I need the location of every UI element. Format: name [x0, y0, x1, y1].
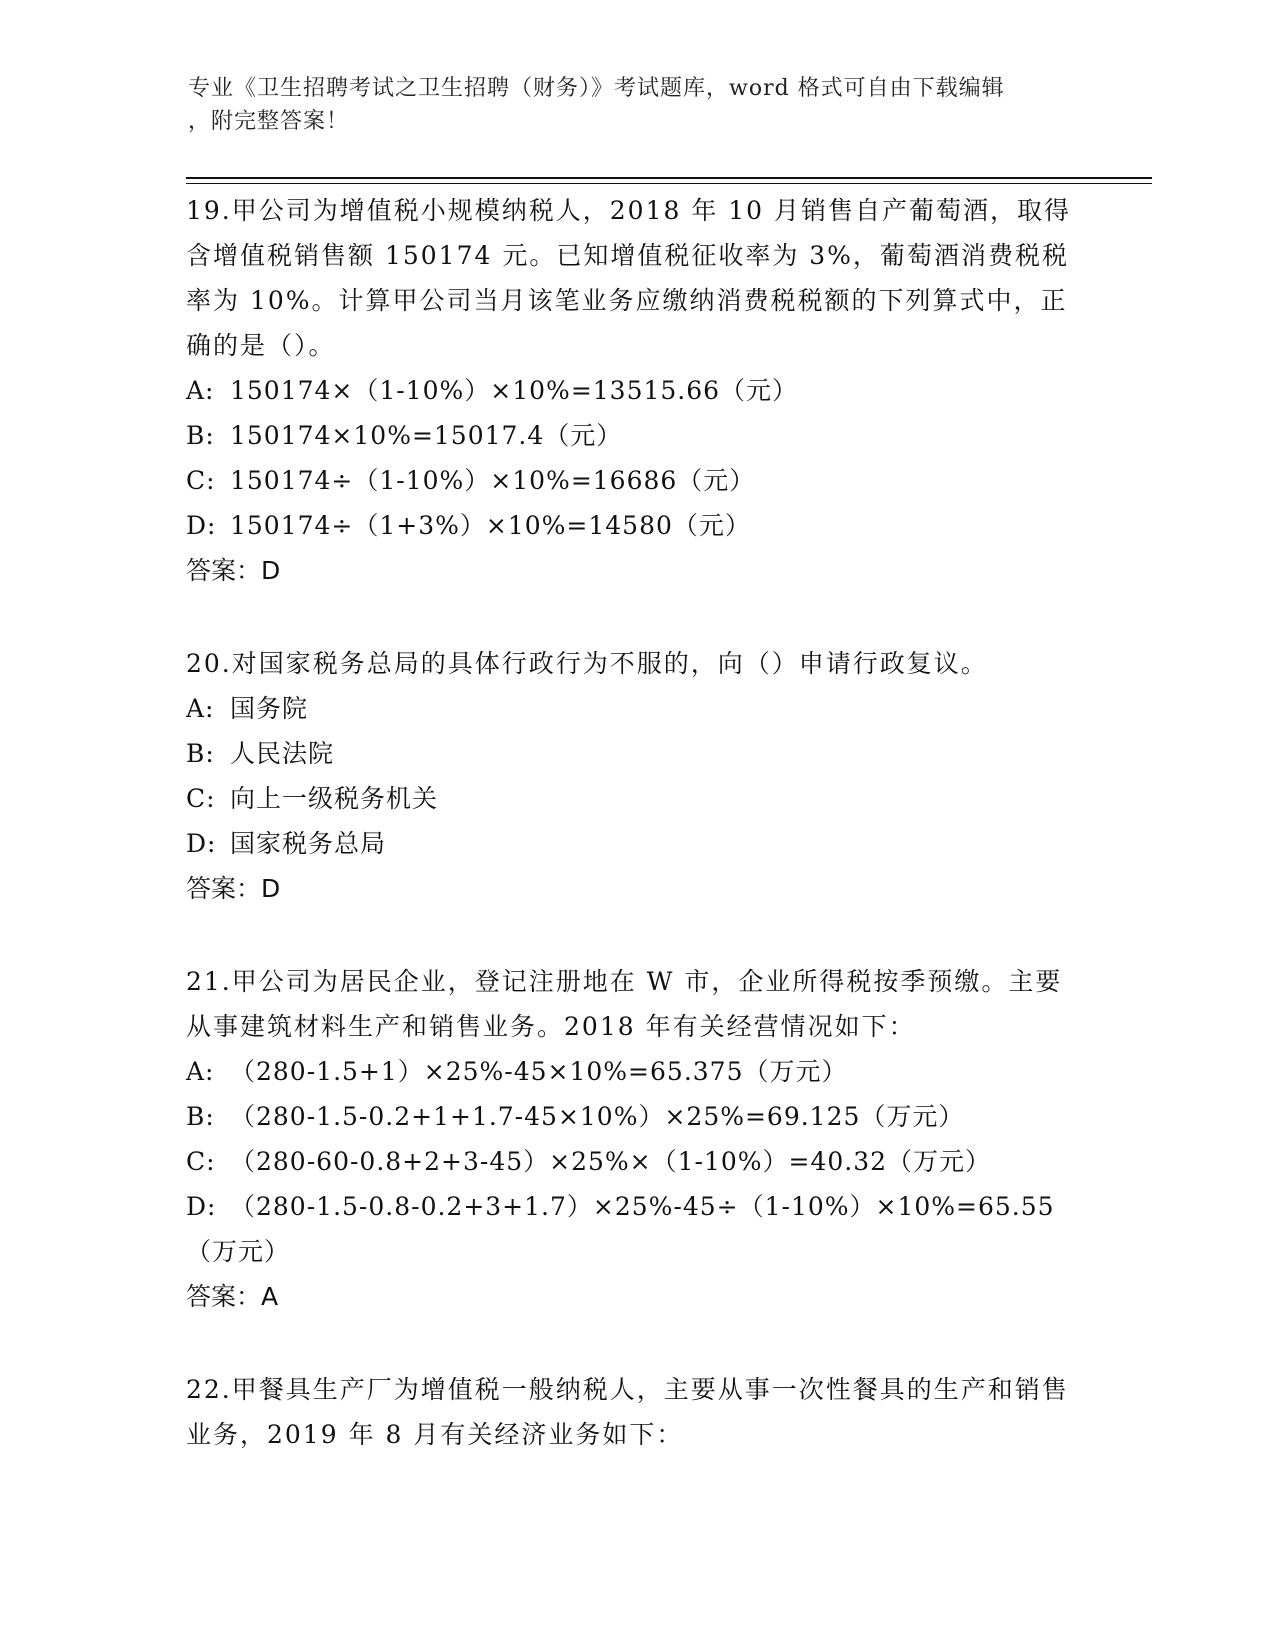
- option-c: [186, 776, 1086, 821]
- option-letter: D:: [186, 1192, 217, 1221]
- option-text: （280-1.5-0.8-0.2+3+1.7）×25%-45÷（1-10%）×10%=65.55（万元）: [186, 1192, 1055, 1266]
- option-letter: A:: [186, 1057, 215, 1086]
- option-letter: C:: [186, 1147, 216, 1176]
- question-stem: 22.甲餐具生产厂为增值税一般纳税人，主要从事一次性餐具的生产和销售业务，2019 年 8 月有关经济业务如下：: [186, 1375, 1069, 1449]
- option-text: 150174×（1-10%）×10%=13515.66（元）: [230, 376, 799, 405]
- option-a: [186, 368, 1086, 413]
- option-d: [186, 1184, 1086, 1274]
- option-letter: D:: [186, 829, 217, 858]
- option-letter: B:: [186, 421, 215, 450]
- question-list: [186, 188, 1086, 1505]
- question-22: [186, 1367, 1086, 1457]
- option-text: （280-1.5+1）×25%-45×10%=65.375（万元）: [230, 1057, 848, 1086]
- option-letter: C:: [186, 784, 216, 813]
- option-letter: A:: [186, 694, 215, 723]
- option-letter: A:: [186, 376, 215, 405]
- option-b: [186, 1094, 1086, 1139]
- option-d: [186, 503, 1086, 548]
- option-a: [186, 1049, 1086, 1094]
- header-line-2: ，附完整答案！: [188, 109, 350, 134]
- answer: 答案：D: [186, 874, 281, 903]
- question-20: [186, 641, 1086, 911]
- option-letter: C:: [186, 466, 216, 495]
- answer: 答案：A: [186, 1282, 279, 1311]
- question-21: [186, 959, 1086, 1319]
- option-text: （280-1.5-0.2+1+1.7-45×10%）×25%=69.125（万元）: [230, 1102, 965, 1131]
- option-text: （280-60-0.8+2+3-45）×25%×（1-10%）=40.32（万元）: [230, 1147, 992, 1176]
- option-text: 国务院: [230, 694, 309, 723]
- option-text: 150174÷（1+3%）×10%=14580（元）: [230, 511, 751, 540]
- option-b: [186, 413, 1086, 458]
- question-stem: 21.甲公司为居民企业，登记注册地在 W 市，企业所得税按季预缴。主要从事建筑材料生产和销售业务。2018 年有关经营情况如下：: [186, 967, 1063, 1041]
- header-divider: [186, 177, 1152, 179]
- question-stem: 20.对国家税务总局的具体行政行为不服的，向（）申请行政复议。: [186, 649, 988, 678]
- option-text: 150174÷（1-10%）×10%=16686（元）: [230, 466, 756, 495]
- question-stem: 19.甲公司为增值税小规模纳税人，2018 年 10 月销售自产葡萄酒，取得含增值税销售额 150174 元。已知增值税征收率为 3%，葡萄酒消费税税率为 10%。计算甲公司当月该笔业务应缴纳消费税税额的下列算式中，正确的是（）。: [186, 196, 1072, 360]
- option-text: 人民法院: [230, 739, 335, 768]
- option-letter: B:: [186, 1102, 215, 1131]
- option-text: 150174×10%=15017.4（元）: [230, 421, 623, 450]
- page-header: [188, 72, 1088, 138]
- option-text: 国家税务总局: [230, 829, 387, 858]
- option-b: [186, 731, 1086, 776]
- option-c: [186, 458, 1086, 503]
- header-line-1: 专业《卫生招聘考试之卫生招聘（财务）》考试题库，word 格式可自由下载编辑: [188, 76, 1005, 101]
- question-19: [186, 188, 1086, 593]
- option-letter: B:: [186, 739, 215, 768]
- option-c: [186, 1139, 1086, 1184]
- option-text: 向上一级税务机关: [230, 784, 439, 813]
- option-a: [186, 686, 1086, 731]
- header-divider-thin: [186, 183, 1152, 184]
- option-d: [186, 821, 1086, 866]
- option-letter: D:: [186, 511, 217, 540]
- answer: 答案：D: [186, 556, 281, 585]
